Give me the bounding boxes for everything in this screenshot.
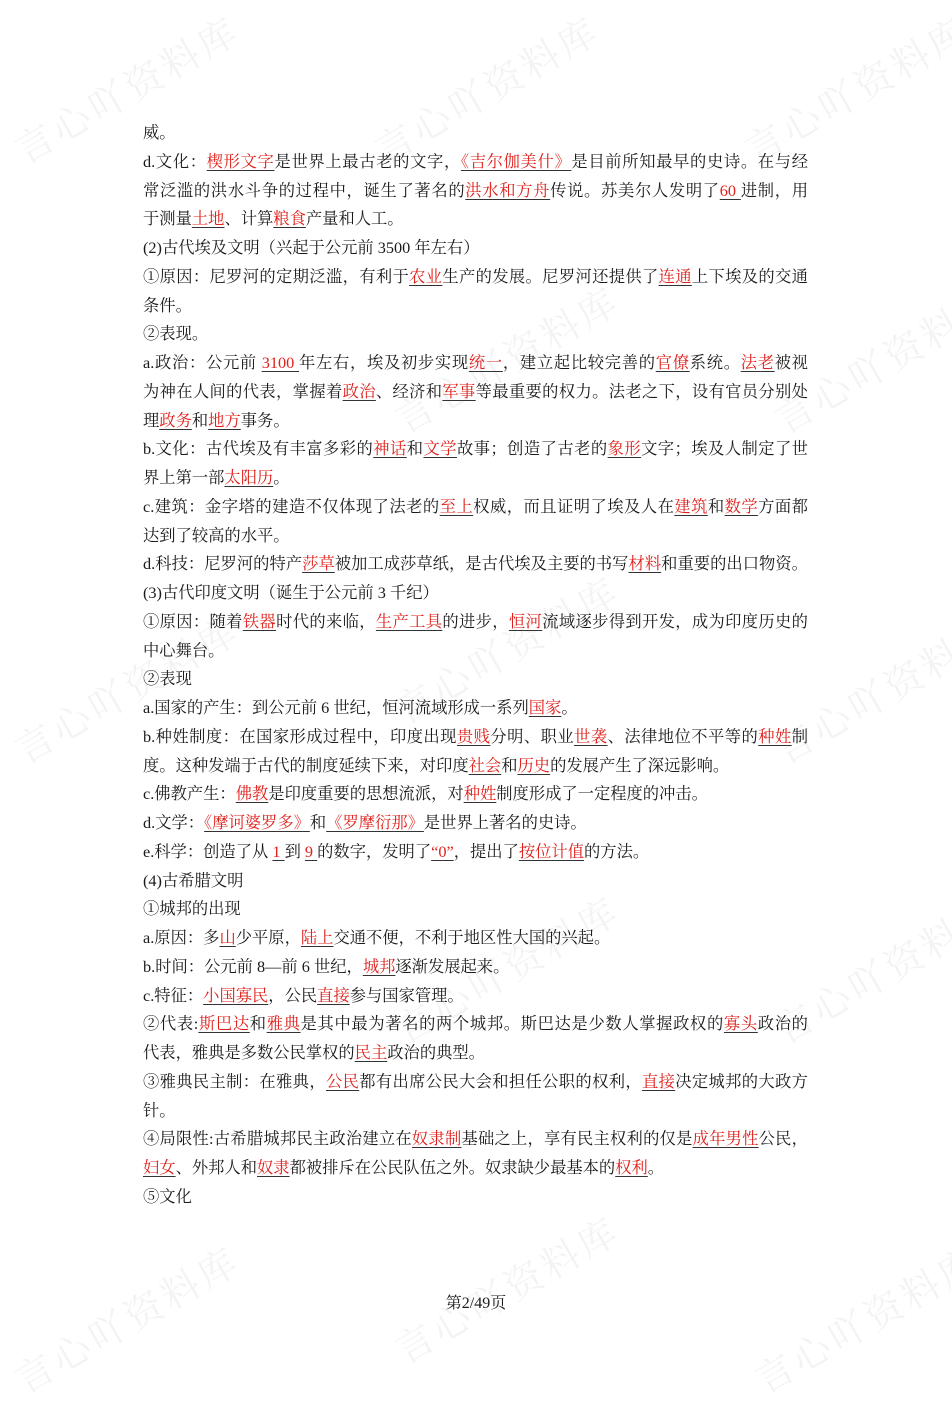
- plain-text: 、计算: [224, 209, 274, 229]
- plain-text: (3)古代印度文明（诞生于公元前 3 千纪）: [143, 583, 439, 602]
- watermark-text: [3, 1231, 249, 1404]
- text-line: [143, 1039, 808, 1068]
- answer-blank: 军事: [442, 381, 476, 401]
- plain-text: (2)古代埃及文明（兴起于公元前 3500 年左右）: [143, 238, 480, 257]
- plain-text: e.科学：创造了从: [143, 841, 273, 861]
- plain-text: c.特征：: [143, 985, 204, 1005]
- answer-blank: 城邦: [362, 956, 396, 976]
- answer-blank: 佛教: [235, 784, 269, 804]
- plain-text: ，提出了: [453, 841, 519, 861]
- plain-text: 时代的来临，: [276, 611, 376, 631]
- plain-text: 政治的典型。: [387, 1043, 485, 1062]
- answer-blank: 政务: [159, 410, 192, 430]
- plain-text: 政治的: [757, 1014, 808, 1034]
- text-line: [143, 579, 808, 608]
- plain-text: 决定城邦的大政方: [675, 1071, 808, 1091]
- answer-blank: 连通: [658, 266, 692, 286]
- plain-text: 于测量: [143, 209, 192, 229]
- answer-blank: 种姓: [758, 726, 792, 746]
- answer-blank: 材料: [628, 554, 662, 574]
- answer-blank: 3100: [261, 353, 300, 372]
- plain-text: (4)古希腊文明: [143, 870, 244, 890]
- plain-text: 到: [284, 841, 305, 861]
- answer-blank: 太阳历: [224, 468, 274, 487]
- plain-text: 威。: [143, 123, 176, 142]
- plain-text: 的进步，: [442, 611, 509, 631]
- plain-text: 制: [791, 726, 808, 746]
- plain-text: 和: [191, 410, 209, 430]
- plain-text: 文字；埃及人制定了世: [641, 439, 808, 459]
- text-line: [143, 780, 808, 809]
- text-line: [143, 809, 808, 838]
- plain-text: 被加工成莎草纸，是古代埃及主要的书写: [334, 554, 629, 574]
- answer-blank: 《罗摩衍那》: [326, 813, 424, 832]
- plain-text: 少平原，: [235, 928, 301, 947]
- plain-text: 达到了较高的水平。: [143, 525, 290, 545]
- text-line: [143, 694, 808, 723]
- plain-text: 基础之上，享有民主权利的仅是: [461, 1129, 693, 1149]
- answer-blank: 建筑: [674, 496, 708, 516]
- answer-blank: 成年男性: [692, 1129, 759, 1149]
- plain-text: 是目前所知最早的史诗。在与经: [571, 151, 808, 171]
- plain-text: a.原因：多: [143, 928, 220, 947]
- answer-blank: 官僚: [655, 353, 690, 372]
- plain-text: d.科技：尼罗河的特产: [143, 554, 303, 574]
- plain-text: ①原因：尼罗河的定期泛滥，有利于: [143, 266, 410, 286]
- answer-blank: 地方: [208, 410, 241, 430]
- plain-text: ③雅典民主制：在雅典，: [143, 1071, 326, 1091]
- page-number: 第2/49页: [445, 1295, 507, 1312]
- plain-text: ②表现: [143, 669, 192, 689]
- answer-blank: 山: [219, 928, 236, 947]
- answer-blank: 粮食: [273, 209, 306, 229]
- plain-text: 和: [501, 755, 518, 775]
- text-line: [143, 867, 808, 896]
- text-line: [143, 1125, 808, 1154]
- text-line: [143, 1154, 808, 1183]
- answer-blank: 土地: [191, 209, 225, 229]
- plain-text: 年左右，埃及初步实现: [299, 353, 469, 372]
- text-line: [143, 637, 808, 666]
- plain-text: ②代表:: [143, 1014, 199, 1034]
- plain-text: 、法律地位不平等的: [607, 726, 759, 746]
- answer-blank: 社会: [468, 755, 502, 775]
- text-line: [143, 407, 808, 436]
- text-line: [143, 1183, 808, 1212]
- plain-text: 理: [143, 410, 160, 430]
- plain-text: 都被排斥在公民队伍之外。奴隶缺少最基本的: [289, 1158, 616, 1177]
- plain-text: 度。这种发端于古代的制度延续下来，对印度: [143, 755, 469, 775]
- answer-blank: 陆上: [300, 928, 334, 947]
- plain-text: ②表现。: [143, 324, 209, 344]
- plain-text: 的方法。: [584, 841, 650, 861]
- text-line: [143, 148, 808, 177]
- plain-text: ①原因：随着: [143, 611, 243, 631]
- plain-text: b.种姓制度：在国家形成过程中，印度出现: [143, 726, 457, 746]
- answer-blank: 楔形文字: [206, 151, 275, 171]
- text-line: [143, 522, 808, 551]
- text-line: [143, 1068, 808, 1097]
- answer-blank: 世袭: [574, 726, 608, 746]
- answer-blank: 政治: [342, 381, 376, 401]
- answer-blank: 直接: [317, 985, 350, 1005]
- answer-blank: 统一: [468, 353, 503, 372]
- plain-text: 都有出席公民大会和担任公职的权利，: [359, 1071, 642, 1091]
- answer-blank: 莎草: [302, 554, 335, 574]
- plain-text: a.政治：公元前: [143, 353, 262, 372]
- answer-blank: 《摩诃婆罗多》: [204, 813, 310, 832]
- text-line: [143, 320, 808, 349]
- answer-blank: 神话: [373, 439, 407, 459]
- text-line: [143, 119, 808, 148]
- plain-text: 是印度重要的思想流派，对: [268, 784, 464, 804]
- text-line: [143, 493, 808, 522]
- answer-blank: 公民: [325, 1071, 360, 1091]
- answer-blank: 1: [272, 841, 285, 861]
- plain-text: 常泛滥的洪水斗争的过程中，诞生了著名的: [143, 180, 466, 200]
- text-line: [143, 205, 808, 234]
- plain-text: 系统。: [689, 353, 741, 372]
- plain-text: a.国家的产生：到公元前 6 世纪，恒河流域形成一系列: [143, 698, 529, 717]
- plain-text: 和: [707, 496, 725, 516]
- text-line: [143, 550, 808, 579]
- plain-text: 进制，用: [740, 180, 808, 200]
- plain-text: d.文化：: [143, 151, 207, 171]
- text-line: [143, 723, 808, 752]
- plain-text: 事务。: [240, 410, 290, 430]
- text-line: [143, 665, 808, 694]
- answer-blank: 《吉尔伽美什》: [460, 151, 572, 171]
- answer-blank: 奴隶: [257, 1158, 290, 1177]
- plain-text: 、经济和: [375, 381, 443, 401]
- answer-blank: 雅典: [266, 1014, 301, 1034]
- answer-blank: 9: [304, 841, 318, 861]
- answer-blank: 至上: [439, 496, 474, 516]
- answer-blank: 妇女: [143, 1158, 176, 1177]
- answer-blank: 洪水和方舟: [465, 180, 551, 200]
- answer-blank: 按位计值: [518, 841, 584, 861]
- answer-blank: 数学: [724, 496, 759, 516]
- text-line: [143, 982, 808, 1011]
- plain-text: b.文化：古代埃及有丰富多彩的: [143, 439, 374, 459]
- text-line: [143, 349, 808, 378]
- plain-text: 是其中最为著名的两个城邦。斯巴达是少数人掌握政权的: [300, 1014, 724, 1034]
- answer-blank: 权利: [615, 1158, 648, 1177]
- plain-text: 和: [406, 439, 424, 459]
- answer-blank: 国家: [528, 698, 562, 717]
- answer-blank: 铁器: [242, 611, 277, 631]
- plain-text: 分明、职业: [490, 726, 575, 746]
- plain-text: 故事；创造了古老的: [456, 439, 608, 459]
- plain-text: 条件。: [143, 295, 192, 315]
- answer-blank: 文学: [423, 439, 457, 459]
- plain-text: 产量和人工。: [305, 209, 404, 229]
- answer-blank: 60: [719, 180, 741, 200]
- plain-text: 和: [309, 813, 327, 832]
- text-line: [143, 292, 808, 321]
- plain-text: 针。: [143, 1100, 176, 1120]
- answer-blank: 寡头: [723, 1014, 758, 1034]
- plain-text: 制度形成了一定程度的冲击。: [496, 784, 708, 804]
- plain-text: 、外邦人和: [175, 1158, 257, 1177]
- answer-blank: 斯巴达: [198, 1014, 250, 1034]
- answer-blank: 象形: [607, 439, 642, 459]
- text-line: [143, 953, 808, 982]
- plain-text: c.佛教产生：: [143, 784, 236, 804]
- plain-text: 逐渐发展起来。: [395, 956, 510, 976]
- plain-text: d.文学：: [143, 813, 205, 832]
- text-line: [143, 895, 808, 924]
- answer-blank: 法老: [740, 353, 775, 372]
- answer-blank: 恒河: [508, 611, 543, 631]
- plain-text: 中心舞台。: [143, 640, 225, 660]
- plain-text: ①城邦的出现: [143, 899, 241, 919]
- plain-text: 为神在人间的代表，掌握着: [143, 381, 343, 401]
- plain-text: 权威，而且证明了埃及人在: [473, 496, 675, 516]
- plain-text: 方面都: [758, 496, 808, 516]
- text-line: [143, 435, 808, 464]
- text-line: [143, 1010, 808, 1039]
- plain-text: 的发展产生了深远影响。: [550, 755, 730, 775]
- plain-text: 参与国家管理。: [349, 985, 464, 1005]
- text-line: [143, 378, 808, 407]
- plain-text: 代表，雅典是多数公民掌权的: [143, 1043, 355, 1062]
- text-line: [143, 464, 808, 493]
- text-line: [143, 924, 808, 953]
- plain-text: 传说。苏美尔人发明了: [550, 180, 720, 200]
- plain-text: 公民，: [758, 1129, 808, 1149]
- answer-blank: 生产工具: [375, 611, 443, 631]
- answer-blank: 农业: [409, 266, 443, 286]
- plain-text: ④局限性:古希腊城邦民主政治建立在: [143, 1129, 412, 1149]
- plain-text: 上下埃及的交通: [691, 266, 808, 286]
- answer-blank: 直接: [641, 1071, 676, 1091]
- plain-text: ，公民: [268, 985, 318, 1005]
- plain-text: 生产的发展。尼罗河还提供了: [442, 266, 659, 286]
- plain-text: 是世界上著名的史诗。: [423, 813, 587, 832]
- plain-text: 。: [647, 1158, 665, 1177]
- watermark-text: [743, 1231, 952, 1404]
- text-line: [143, 234, 808, 263]
- plain-text: 的数字，发明了: [317, 841, 432, 861]
- answer-blank: 种姓: [463, 784, 497, 804]
- plain-text: 界上第一部: [143, 468, 225, 487]
- plain-text: 等最重要的权力。法老之下，设有官员分别处: [475, 381, 808, 401]
- plain-text: 和: [249, 1014, 267, 1034]
- text-line: [143, 752, 808, 781]
- plain-text: 。: [273, 468, 290, 487]
- answer-blank: 历史: [517, 755, 551, 775]
- text-line: [143, 263, 808, 292]
- document-body: [143, 119, 808, 1212]
- text-line: [143, 1097, 808, 1126]
- answer-blank: 小国寡民: [203, 985, 269, 1005]
- plain-text: 。: [561, 698, 578, 717]
- plain-text: c.建筑：金字塔的建造不仅体现了法老的: [143, 496, 440, 516]
- answer-blank: 民主: [354, 1043, 388, 1062]
- plain-text: 和重要的出口物资。: [661, 554, 808, 574]
- text-line: [143, 838, 808, 867]
- text-line: [143, 177, 808, 206]
- plain-text: ⑤文化: [143, 1186, 192, 1206]
- answer-blank: 贵贱: [456, 726, 491, 746]
- plain-text: 被视: [774, 353, 808, 372]
- watermark-text: [383, 1201, 629, 1375]
- answer-blank: “0”: [431, 841, 454, 861]
- plain-text: b.时间：公元前 8—前 6 世纪，: [143, 956, 363, 976]
- plain-text: 流域逐步得到开发，成为印度历史的: [542, 611, 808, 631]
- answer-blank: 奴隶制: [411, 1129, 462, 1149]
- text-line: [143, 608, 808, 637]
- plain-text: 交通不便，不利于地区性大国的兴起。: [333, 928, 611, 947]
- plain-text: ，建立起比较完善的: [502, 353, 656, 372]
- plain-text: 是世界上最古老的文字，: [274, 151, 461, 171]
